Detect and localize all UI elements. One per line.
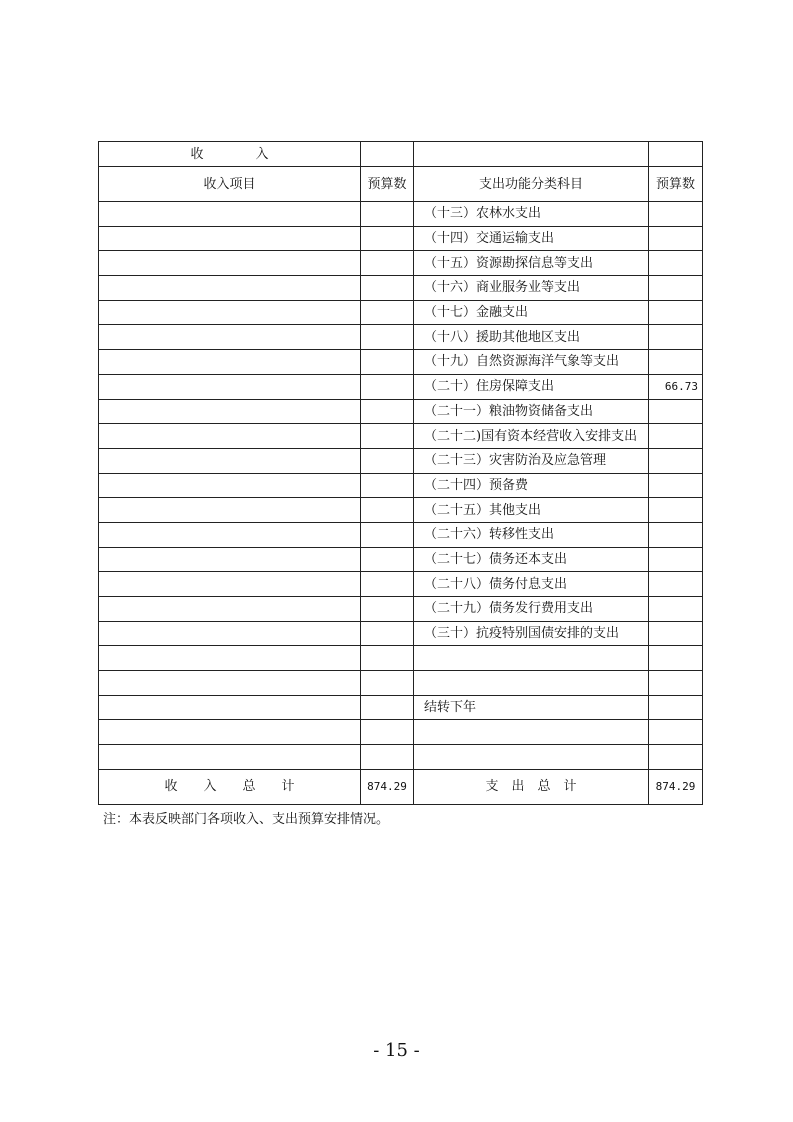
- income-budget-cell: [361, 226, 414, 251]
- empty-cell: [414, 142, 649, 167]
- table-row: [99, 325, 703, 350]
- income-item-cell: [99, 300, 361, 325]
- income-budget-cell: [361, 374, 414, 399]
- income-budget-cell: [361, 350, 414, 375]
- table-row: [99, 621, 703, 646]
- income-budget-cell: [361, 300, 414, 325]
- expense-budget-cell: [649, 202, 703, 227]
- income-budget-cell: [361, 276, 414, 301]
- empty-cell: [649, 142, 703, 167]
- income-item-cell: [99, 547, 361, 572]
- income-budget-cell: [361, 745, 414, 770]
- expense-budget-cell: [649, 300, 703, 325]
- expense-total-label: 支 出 总 计: [414, 769, 649, 804]
- table-row: [99, 646, 703, 671]
- expense-budget-cell: [649, 251, 703, 276]
- expense-item-cell: [414, 745, 649, 770]
- expense-item-cell: （二十一）粮油物资储备支出: [414, 399, 649, 424]
- expense-budget-cell: [649, 424, 703, 449]
- income-budget-cell: [361, 572, 414, 597]
- income-item-cell: [99, 522, 361, 547]
- income-budget-cell: [361, 621, 414, 646]
- income-item-cell: [99, 226, 361, 251]
- table-body: [99, 202, 703, 770]
- income-budget-cell: [361, 473, 414, 498]
- table-row: [99, 720, 703, 745]
- table-row: [99, 226, 703, 251]
- income-total-label: 收 入 总 计: [99, 769, 361, 804]
- income-budget-cell: [361, 251, 414, 276]
- table-row: [99, 374, 703, 399]
- expense-item-cell: （十四）交通运输支出: [414, 226, 649, 251]
- expense-item-cell: （十三）农林水支出: [414, 202, 649, 227]
- expense-budget-cell: [649, 547, 703, 572]
- table-row: [99, 300, 703, 325]
- income-item-cell: [99, 350, 361, 375]
- expense-budget-cell: [649, 621, 703, 646]
- income-budget-cell: [361, 399, 414, 424]
- table-row: [99, 547, 703, 572]
- expense-item-cell: （十七）金融支出: [414, 300, 649, 325]
- expense-item-cell: （十六）商业服务业等支出: [414, 276, 649, 301]
- expense-budget-cell: [649, 572, 703, 597]
- expense-budget-cell: [649, 646, 703, 671]
- income-budget-cell: [361, 695, 414, 720]
- income-item-cell: [99, 695, 361, 720]
- table-row: [99, 202, 703, 227]
- table-row: [99, 251, 703, 276]
- page-number: - 15 -: [373, 1040, 420, 1061]
- income-item-cell: [99, 325, 361, 350]
- expense-budget-cell: [649, 671, 703, 696]
- table-title-row: [99, 142, 703, 167]
- expense-budget-cell: [649, 498, 703, 523]
- income-item-cell: [99, 399, 361, 424]
- header-expense-budget: 预算数: [649, 167, 703, 202]
- income-item-cell: [99, 424, 361, 449]
- income-item-cell: [99, 720, 361, 745]
- expense-total-value: 874.29: [649, 769, 703, 804]
- expense-item-cell: （二十五）其他支出: [414, 498, 649, 523]
- income-item-cell: [99, 597, 361, 622]
- expense-budget-cell: [649, 350, 703, 375]
- expense-budget-cell: [649, 473, 703, 498]
- income-budget-cell: [361, 646, 414, 671]
- expense-item-cell: （十八）援助其他地区支出: [414, 325, 649, 350]
- header-income-item: 收入项目: [99, 167, 361, 202]
- expense-budget-cell: [649, 695, 703, 720]
- expense-item-cell: （二十四）预备费: [414, 473, 649, 498]
- expense-budget-cell: [649, 522, 703, 547]
- header-income-budget: 预算数: [361, 167, 414, 202]
- table-row: [99, 498, 703, 523]
- income-item-cell: [99, 473, 361, 498]
- budget-table: [98, 141, 703, 805]
- expense-item-cell: [414, 671, 649, 696]
- table-row: [99, 522, 703, 547]
- empty-cell: [361, 142, 414, 167]
- income-budget-cell: [361, 202, 414, 227]
- expense-budget-cell: [649, 597, 703, 622]
- expense-item-cell: （二十六）转移性支出: [414, 522, 649, 547]
- expense-item-cell: [414, 646, 649, 671]
- expense-item-cell: （二十三）灾害防治及应急管理: [414, 448, 649, 473]
- income-budget-cell: [361, 448, 414, 473]
- table-row: [99, 350, 703, 375]
- table-row: [99, 671, 703, 696]
- expense-item-cell: （二十二)国有资本经营收入安排支出: [414, 424, 649, 449]
- income-budget-cell: [361, 671, 414, 696]
- expense-budget-cell: [649, 745, 703, 770]
- expense-item-cell: 结转下年: [414, 695, 649, 720]
- income-item-cell: [99, 745, 361, 770]
- table-row: [99, 473, 703, 498]
- income-item-cell: [99, 251, 361, 276]
- income-item-cell: [99, 448, 361, 473]
- expense-item-cell: （十五）资源勘探信息等支出: [414, 251, 649, 276]
- income-budget-cell: [361, 522, 414, 547]
- income-budget-cell: [361, 325, 414, 350]
- income-item-cell: [99, 276, 361, 301]
- income-budget-cell: [361, 498, 414, 523]
- expense-item-cell: （三十）抗疫特别国债安排的支出: [414, 621, 649, 646]
- expense-item-cell: （二十八）债务付息支出: [414, 572, 649, 597]
- income-section-title: 收 入: [99, 142, 361, 167]
- income-item-cell: [99, 374, 361, 399]
- income-item-cell: [99, 671, 361, 696]
- table-note: 注：本表反映部门各项收入、支出预算安排情况。: [103, 812, 390, 827]
- expense-item-cell: （二十）住房保障支出: [414, 374, 649, 399]
- expense-item-cell: （二十九）债务发行费用支出: [414, 597, 649, 622]
- expense-budget-cell: [649, 720, 703, 745]
- table-header-row: [99, 167, 703, 202]
- expense-item-cell: （十九）自然资源海洋气象等支出: [414, 350, 649, 375]
- table-row: [99, 695, 703, 720]
- table-row: [99, 745, 703, 770]
- table-row: [99, 399, 703, 424]
- expense-budget-cell: [649, 448, 703, 473]
- income-budget-cell: [361, 424, 414, 449]
- table-total-row: [99, 769, 703, 804]
- expense-budget-cell: [649, 226, 703, 251]
- income-item-cell: [99, 202, 361, 227]
- expense-budget-cell: [649, 399, 703, 424]
- header-expense-item: 支出功能分类科目: [414, 167, 649, 202]
- income-item-cell: [99, 498, 361, 523]
- table-row: [99, 597, 703, 622]
- expense-budget-cell: [649, 276, 703, 301]
- table-row: [99, 448, 703, 473]
- income-budget-cell: [361, 597, 414, 622]
- income-total-value: 874.29: [361, 769, 414, 804]
- table-row: [99, 572, 703, 597]
- expense-budget-cell: 66.73: [649, 374, 703, 399]
- table-row: [99, 276, 703, 301]
- income-budget-cell: [361, 547, 414, 572]
- expense-item-cell: （二十七）债务还本支出: [414, 547, 649, 572]
- income-item-cell: [99, 621, 361, 646]
- income-budget-cell: [361, 720, 414, 745]
- income-item-cell: [99, 572, 361, 597]
- income-item-cell: [99, 646, 361, 671]
- expense-budget-cell: [649, 325, 703, 350]
- expense-item-cell: [414, 720, 649, 745]
- table-row: [99, 424, 703, 449]
